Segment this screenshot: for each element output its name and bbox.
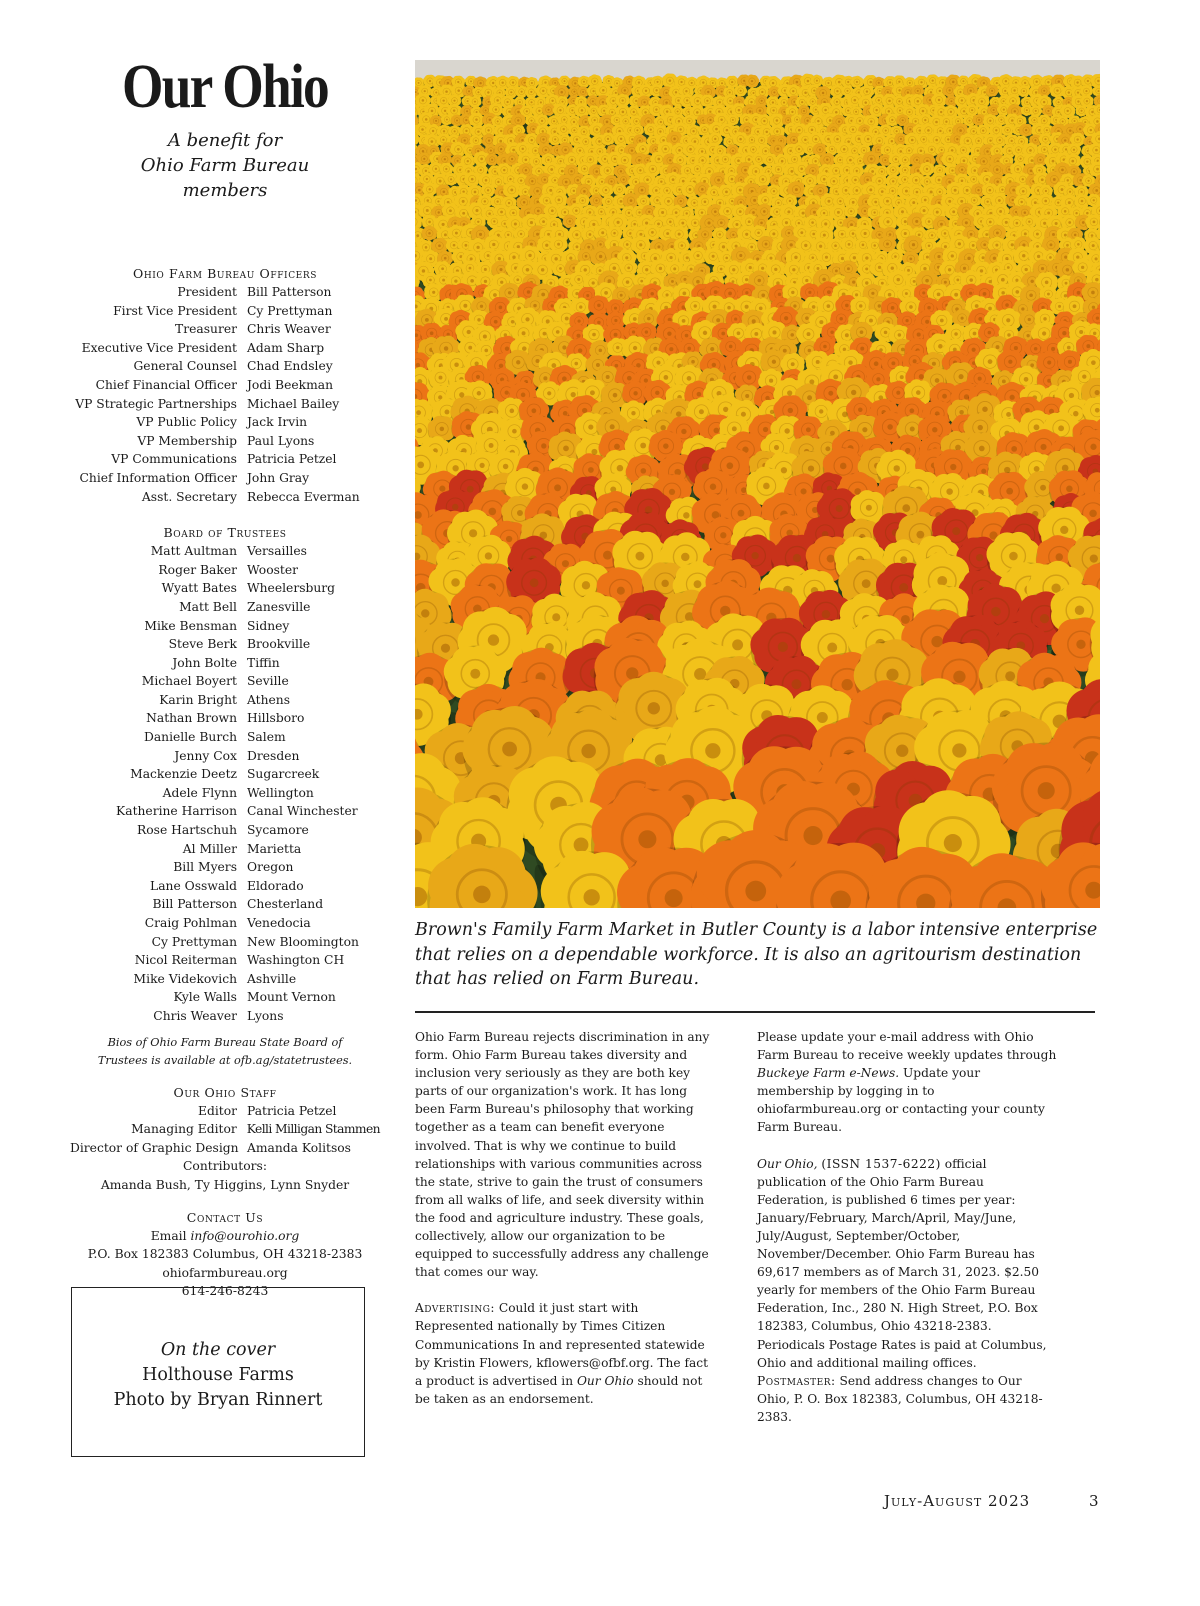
- cover-credit-box: [71, 1287, 365, 1457]
- roster-value: Jodi Beekman: [247, 376, 380, 395]
- roster-row: [70, 542, 380, 561]
- roster-label: John Bolte: [70, 654, 247, 673]
- roster-label: First Vice President: [70, 302, 247, 321]
- roster-row: [70, 598, 380, 617]
- roster-row: [70, 1139, 380, 1158]
- roster-value: Cy Prettyman: [247, 302, 380, 321]
- roster-label: Adele Flynn: [70, 784, 247, 803]
- roster-label: Wyatt Bates: [70, 579, 247, 598]
- contact-address: P.O. Box 182383 Columbus, OH 43218-2383: [70, 1245, 380, 1264]
- roster-value: Oregon: [247, 858, 380, 877]
- roster-row: [70, 302, 380, 321]
- roster-row: [70, 691, 380, 710]
- roster-value: Jack Irvin: [247, 413, 380, 432]
- roster-row: [70, 747, 380, 766]
- roster-label: Steve Berk: [70, 635, 247, 654]
- roster-label: Executive Vice President: [70, 339, 247, 358]
- roster-label: Kyle Walls: [70, 988, 247, 1007]
- roster-value: Chad Endsley: [247, 357, 380, 376]
- roster-value: Chris Weaver: [247, 320, 380, 339]
- roster-value: Kelli Milligan Stammen: [247, 1120, 380, 1139]
- marigold-flower: [734, 85, 747, 98]
- roster-label: Chief Information Officer: [70, 469, 247, 488]
- marigold-flower: [745, 75, 759, 89]
- marigold-flower: [986, 85, 999, 98]
- roster-value: Sidney: [247, 617, 380, 636]
- roster-label: VP Communications: [70, 450, 247, 469]
- roster-label: Danielle Burch: [70, 728, 247, 747]
- roster-value: Athens: [247, 691, 380, 710]
- roster-row: [70, 988, 380, 1007]
- roster-label: Lane Osswald: [70, 877, 247, 896]
- roster-value: Wellington: [247, 784, 380, 803]
- roster-label: President: [70, 283, 247, 302]
- roster-label: Managing Editor: [70, 1120, 247, 1139]
- roster-value: Seville: [247, 672, 380, 691]
- publication-issn: (ISSN 1537-6222): [821, 1157, 941, 1171]
- roster-label: Katherine Harrison: [70, 802, 247, 821]
- roster-value: Paul Lyons: [247, 432, 380, 451]
- roster-label: Asst. Secretary: [70, 488, 247, 507]
- roster-row: [70, 970, 380, 989]
- roster-value: Brookville: [247, 635, 380, 654]
- roster-label: General Counsel: [70, 357, 247, 376]
- roster-label: Bill Patterson: [70, 895, 247, 914]
- text-column-right: [757, 1028, 1057, 1444]
- marigold-photo: [415, 60, 1100, 908]
- issue-date: July-August 2023: [884, 1492, 1030, 1510]
- roster-value: Marietta: [247, 840, 380, 859]
- roster-row: [70, 765, 380, 784]
- roster-row: [70, 635, 380, 654]
- tagline-line: A benefit for: [70, 128, 380, 153]
- masthead-column: [70, 52, 380, 1301]
- roster-label: Treasurer: [70, 320, 247, 339]
- cover-photo-credit: Photo by Bryan Rinnert: [72, 1388, 364, 1413]
- roster-value: Adam Sharp: [247, 339, 380, 358]
- advertising-notice: [415, 1299, 715, 1408]
- roster-value: Amanda Kolitsos: [247, 1139, 380, 1158]
- roster-label: Director of Graphic Design: [70, 1139, 247, 1158]
- roster-label: Cy Prettyman: [70, 933, 247, 952]
- roster-label: VP Public Policy: [70, 413, 247, 432]
- roster-row: [70, 728, 380, 747]
- roster-value: Ashville: [247, 970, 380, 989]
- roster-row: [70, 488, 380, 507]
- roster-value: Rebecca Everman: [247, 488, 380, 507]
- roster-value: Bill Patterson: [247, 283, 380, 302]
- discrimination-statement: Ohio Farm Bureau rejects discrimination in any form. Ohio Farm Bureau takes diversity and inclusion very seriously as they are both key parts of our organization's work. It has long been Farm Bureau's philosophy that working together as a team can benefit everyone involved. That is why we continue to build relationships with various communities across the state, strive to gain the trust of consumers from all walks of life, and seek diversity within the food and agriculture industry. These goals, collectively, allow our organization to be equipped to successfully address any challenge that comes our way.: [415, 1028, 715, 1281]
- roster-value: Venedocia: [247, 914, 380, 933]
- roster-value: Wheelersburg: [247, 579, 380, 598]
- marigold-illustration: [415, 60, 1100, 908]
- roster-row: [70, 469, 380, 488]
- roster-row: [70, 1007, 380, 1026]
- roster-row: [70, 395, 380, 414]
- roster-label: VP Strategic Partnerships: [70, 395, 247, 414]
- roster-label: Al Miller: [70, 840, 247, 859]
- roster-value: John Gray: [247, 469, 380, 488]
- contact-phone: 614-246-8243: [70, 1282, 380, 1301]
- publication-text: official publication of the Ohio Farm Bureau Federation, is published 6 times per year: January/February, March/April, May/June, July/August, September/October, November/December. Ohio Farm Bureau has 69,617 members as of March 31, 2023. $2.50 yearly for members of the Ohio Farm Bureau Federation, Inc., 280 N. High Street, P.O. Box 182383, Columbus, Ohio 43218-2383. Periodicals Postage Rates is paid at Columbus, Ohio and additional mailing offices.: [757, 1157, 1047, 1370]
- publication-statement: [757, 1155, 1057, 1426]
- roster-value: Michael Bailey: [247, 395, 380, 414]
- tagline-line: Ohio Farm Bureau: [70, 153, 380, 178]
- roster-row: [70, 617, 380, 636]
- roster-label: Nathan Brown: [70, 709, 247, 728]
- roster-row: [70, 1120, 380, 1139]
- roster-value: Washington CH: [247, 951, 380, 970]
- cover-title: On the cover: [72, 1338, 364, 1363]
- roster-row: [70, 821, 380, 840]
- roster-row: [70, 283, 380, 302]
- update-newsletter: Buckeye Farm e-News.: [757, 1066, 899, 1080]
- roster-row: [70, 339, 380, 358]
- update-text-b: Update your membership by logging in to ohiofarmbureau.org or contacting your county Farm Bureau.: [757, 1066, 1045, 1134]
- masthead-tagline: [70, 128, 380, 203]
- trustees-list: [70, 542, 380, 1025]
- roster-label: Chief Financial Officer: [70, 376, 247, 395]
- staff-section: [70, 1084, 380, 1195]
- roster-value: Lyons: [247, 1007, 380, 1026]
- photo-caption: Brown's Family Farm Market in Butler County is a labor intensive enterprise that relies on a dependable workforce. It is also an agritourism destination that has relied on Farm Bureau.: [415, 918, 1100, 992]
- roster-value: Zanesville: [247, 598, 380, 617]
- postmaster-label: Postmaster:: [757, 1374, 836, 1388]
- email-label: Email: [151, 1229, 187, 1243]
- roster-row: [70, 357, 380, 376]
- roster-label: Mike Bensman: [70, 617, 247, 636]
- roster-label: Jenny Cox: [70, 747, 247, 766]
- roster-label: Matt Aultman: [70, 542, 247, 561]
- roster-row: [70, 877, 380, 896]
- roster-label: Mackenzie Deetz: [70, 765, 247, 784]
- roster-row: [70, 672, 380, 691]
- roster-label: Editor: [70, 1102, 247, 1121]
- roster-row: [70, 709, 380, 728]
- roster-label: Nicol Reiterman: [70, 951, 247, 970]
- roster-label: Matt Bell: [70, 598, 247, 617]
- roster-value: Eldorado: [247, 877, 380, 896]
- staff-heading: Our Ohio Staff: [70, 1084, 380, 1102]
- roster-value: Dresden: [247, 747, 380, 766]
- roster-label: Roger Baker: [70, 561, 247, 580]
- roster-label: Mike Videkovich: [70, 970, 247, 989]
- roster-value: Hillsboro: [247, 709, 380, 728]
- roster-value: Tiffin: [247, 654, 380, 673]
- publication-name: Our Ohio,: [757, 1157, 818, 1171]
- contact-heading: Contact Us: [70, 1209, 380, 1227]
- roster-row: [70, 432, 380, 451]
- roster-value: Patricia Petzel: [247, 450, 380, 469]
- staff-list: [70, 1102, 380, 1158]
- roster-row: [70, 895, 380, 914]
- officers-section: [70, 265, 380, 506]
- roster-value: Salem: [247, 728, 380, 747]
- advertising-end: should not be taken as an endorsement.: [415, 1374, 702, 1406]
- section-divider: [415, 1011, 1095, 1013]
- roster-row: [70, 413, 380, 432]
- contact-email-line: [70, 1227, 380, 1246]
- postmaster-text: Send address changes to Our Ohio, P. O. Box 182383, Columbus, OH 43218-2383.: [757, 1374, 1043, 1424]
- text-column-left: [415, 1028, 715, 1426]
- advertising-label: Advertising:: [415, 1301, 495, 1315]
- trustees-bios-note: [70, 1034, 380, 1070]
- page-number: 3: [1089, 1492, 1100, 1510]
- roster-row: [70, 561, 380, 580]
- bios-note-line: Bios of Ohio Farm Bureau State Board of: [70, 1034, 380, 1052]
- roster-label: Rose Hartschuh: [70, 821, 247, 840]
- roster-value: Chesterland: [247, 895, 380, 914]
- roster-label: Chris Weaver: [70, 1007, 247, 1026]
- bios-note-line: Trustees is available at ofb.ag/statetrustees.: [70, 1052, 380, 1070]
- roster-row: [70, 320, 380, 339]
- advertising-text: Could it just start with Represented nationally by Times Citizen Communications In and represented statewide by Kristin Flowers, kflowers@ofbf.org. The fact a product is advertised in: [415, 1301, 708, 1387]
- roster-row: [70, 1102, 380, 1121]
- roster-row: [70, 802, 380, 821]
- masthead-title: Our Ohio: [92, 52, 359, 122]
- roster-row: [70, 450, 380, 469]
- contributors-label: Contributors:: [70, 1157, 380, 1176]
- roster-row: [70, 933, 380, 952]
- page-footer: [884, 1492, 1104, 1510]
- officers-list: [70, 283, 380, 506]
- roster-row: [70, 579, 380, 598]
- roster-value: Patricia Petzel: [247, 1102, 380, 1121]
- roster-value: Canal Winchester: [247, 802, 380, 821]
- roster-value: Mount Vernon: [247, 988, 380, 1007]
- roster-row: [70, 914, 380, 933]
- website-link[interactable]: ohiofarmbureau.org: [70, 1264, 380, 1283]
- trustees-heading: Board of Trustees: [70, 524, 380, 542]
- roster-row: [70, 784, 380, 803]
- officers-heading: Ohio Farm Bureau Officers: [70, 265, 380, 283]
- roster-label: Bill Myers: [70, 858, 247, 877]
- trustees-section: [70, 524, 380, 1069]
- update-text-a: Please update your e-mail address with Ohio Farm Bureau to receive weekly updates through: [757, 1030, 1056, 1062]
- roster-label: Michael Boyert: [70, 672, 247, 691]
- tagline-line: members: [70, 178, 380, 203]
- roster-label: Karin Bright: [70, 691, 247, 710]
- roster-value: Versailles: [247, 542, 380, 561]
- email-update-notice: [757, 1028, 1057, 1137]
- roster-value: New Bloomington: [247, 933, 380, 952]
- advertising-publication: Our Ohio: [577, 1374, 634, 1388]
- cover-farm: Holthouse Farms: [72, 1363, 364, 1388]
- roster-label: VP Membership: [70, 432, 247, 451]
- roster-row: [70, 951, 380, 970]
- roster-value: Sycamore: [247, 821, 380, 840]
- email-link[interactable]: info@ourohio.org: [190, 1229, 299, 1243]
- roster-value: Sugarcreek: [247, 765, 380, 784]
- roster-row: [70, 858, 380, 877]
- contributors-names: Amanda Bush, Ty Higgins, Lynn Snyder: [70, 1176, 380, 1195]
- roster-label: Craig Pohlman: [70, 914, 247, 933]
- roster-value: Wooster: [247, 561, 380, 580]
- roster-row: [70, 376, 380, 395]
- roster-row: [70, 654, 380, 673]
- roster-row: [70, 840, 380, 859]
